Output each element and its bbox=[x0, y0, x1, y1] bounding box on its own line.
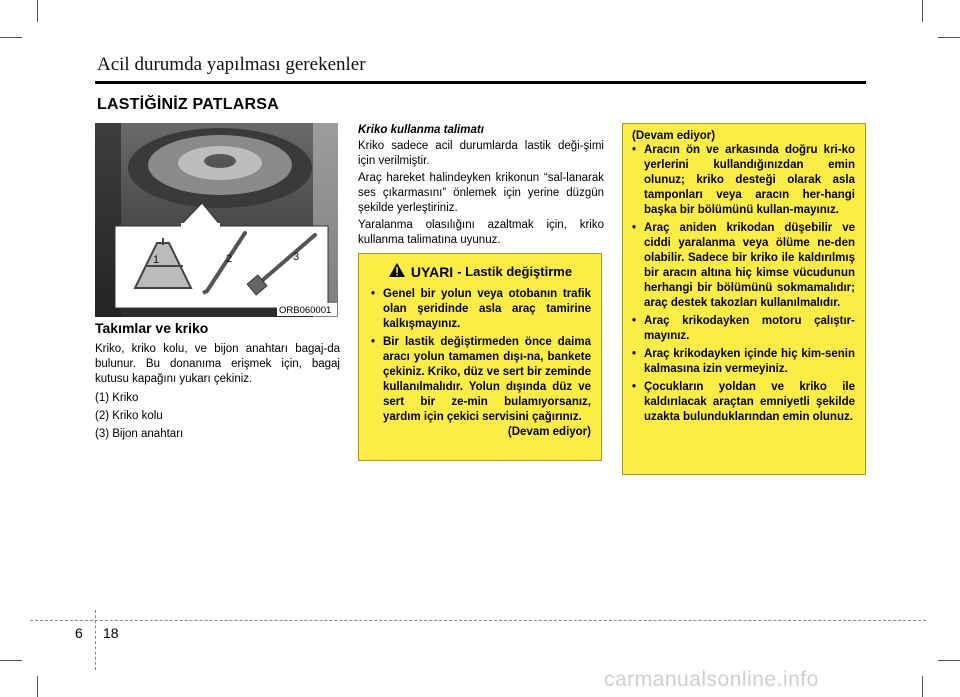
watermark: carmanualsonline.info bbox=[604, 668, 819, 691]
continued-label: (Devam ediyor) bbox=[632, 130, 716, 142]
crop-mark bbox=[922, 676, 923, 697]
callout-1: 1 bbox=[153, 254, 160, 266]
warning-label: UYARI bbox=[410, 263, 454, 280]
jack-usage-paragraph: Yaralanma olasılığını azaltmak için, kriko kullanma talimatına uyunuz. bbox=[358, 219, 604, 246]
crop-mark bbox=[37, 676, 38, 697]
section-title: LASTİĞİNİZ PATLARSA bbox=[97, 96, 279, 113]
warning-continued-list bbox=[623, 143, 865, 425]
tools-item: (1) Kriko bbox=[95, 392, 139, 404]
trunk-tools-photo bbox=[95, 123, 338, 317]
header-rule bbox=[95, 81, 866, 84]
callout-3: 3 bbox=[293, 251, 300, 263]
warning-subtitle: - Lastik değiştirme bbox=[457, 264, 573, 279]
warning-list bbox=[359, 287, 601, 425]
crop-mark bbox=[938, 37, 960, 38]
jack-usage-paragraph: Kriko sadece acil durumlarda lastik deği-şimi için verilmiştir. bbox=[358, 140, 604, 167]
jack-usage-section bbox=[358, 123, 604, 250]
tools-description: Kriko, kriko kolu, ve bijon anahtarı bagaj-da bulunur. Bu donanıma erişmek için, bagaj kutusu kapağını yukarı çekiniz. bbox=[95, 343, 340, 385]
footer-divider bbox=[95, 610, 96, 670]
list-item: • Genel bir yolun veya otobanın trafik olan şeridinde asla araç tamirine kalkışmayınız. bbox=[371, 288, 591, 330]
list-item: • Bir lastik değiştirmeden önce daima aracı yolun tamamen dışı-na, bankete çekiniz. Kriko, düz ve sert bir zeminde kullanılmalıdır. Yolun dışında düz ve sert bir ze-min bulamıyorsanız, yardım için çekici servisini çağırınız. bbox=[371, 336, 591, 423]
list-item: • Araç aniden krikodan düşebilir ve ciddi yaralanma veya ölüme ne-den olabilir. Sadece bir kriko ile kaldırılmış bir aracın altına hiç kimse vücudunun herhangi bir bölümünü sokmamalıdır; araç destek takozları kullanılmalıdır. bbox=[632, 222, 855, 309]
page-number: 18 bbox=[103, 625, 119, 641]
tools-item: (2) Kriko kolu bbox=[95, 410, 163, 422]
figure-code: ORB060001 bbox=[279, 305, 332, 316]
list-item: • Araç krikodayken motoru çalıştır-mayınız. bbox=[632, 315, 855, 342]
list-item: • Çocukların yoldan ve kriko ile kaldırılacak araçtan emniyetli şekilde uzakta bulunduklarından emin olunuz. bbox=[632, 381, 855, 423]
crop-mark bbox=[0, 660, 22, 661]
warning-continued-box bbox=[622, 123, 866, 475]
tools-section bbox=[95, 321, 340, 442]
list-item: • Aracın ön ve arkasında doğru kri-ko yerlerini kullandığınızdan emin olunuz; kriko desteği olarak asla tamponları veya aracın her-hangi başka bir bölümünü kullan-mayınız. bbox=[632, 144, 855, 216]
crop-mark bbox=[922, 0, 923, 22]
callout-2: 2 bbox=[226, 253, 233, 265]
tools-heading: Takımlar ve kriko bbox=[95, 320, 209, 336]
crop-mark bbox=[938, 660, 960, 661]
warning-triangle-icon bbox=[388, 262, 406, 281]
crop-mark bbox=[0, 37, 22, 38]
chapter-header: Acil durumda yapılması gerekenler bbox=[97, 54, 366, 75]
tools-item: (3) Bijon anahtarı bbox=[95, 428, 184, 440]
jack-usage-heading: Kriko kullanma talimatı bbox=[358, 124, 484, 136]
warning-header bbox=[359, 262, 601, 281]
continued-label: (Devam ediyor) bbox=[507, 426, 591, 438]
list-item: • Araç krikodayken içinde hiç kim-senin kalmasına izin vermeyiniz. bbox=[632, 348, 855, 375]
footer-rule bbox=[30, 620, 926, 621]
warning-box bbox=[358, 253, 602, 461]
chapter-number: 6 bbox=[75, 625, 83, 641]
jack-usage-paragraph: Araç hareket halindeyken krikonun “sal-lanarak ses çıkarmasını” önlemek için yerine düzgün şekilde yerleştiriniz. bbox=[358, 172, 604, 214]
crop-mark bbox=[37, 0, 38, 22]
